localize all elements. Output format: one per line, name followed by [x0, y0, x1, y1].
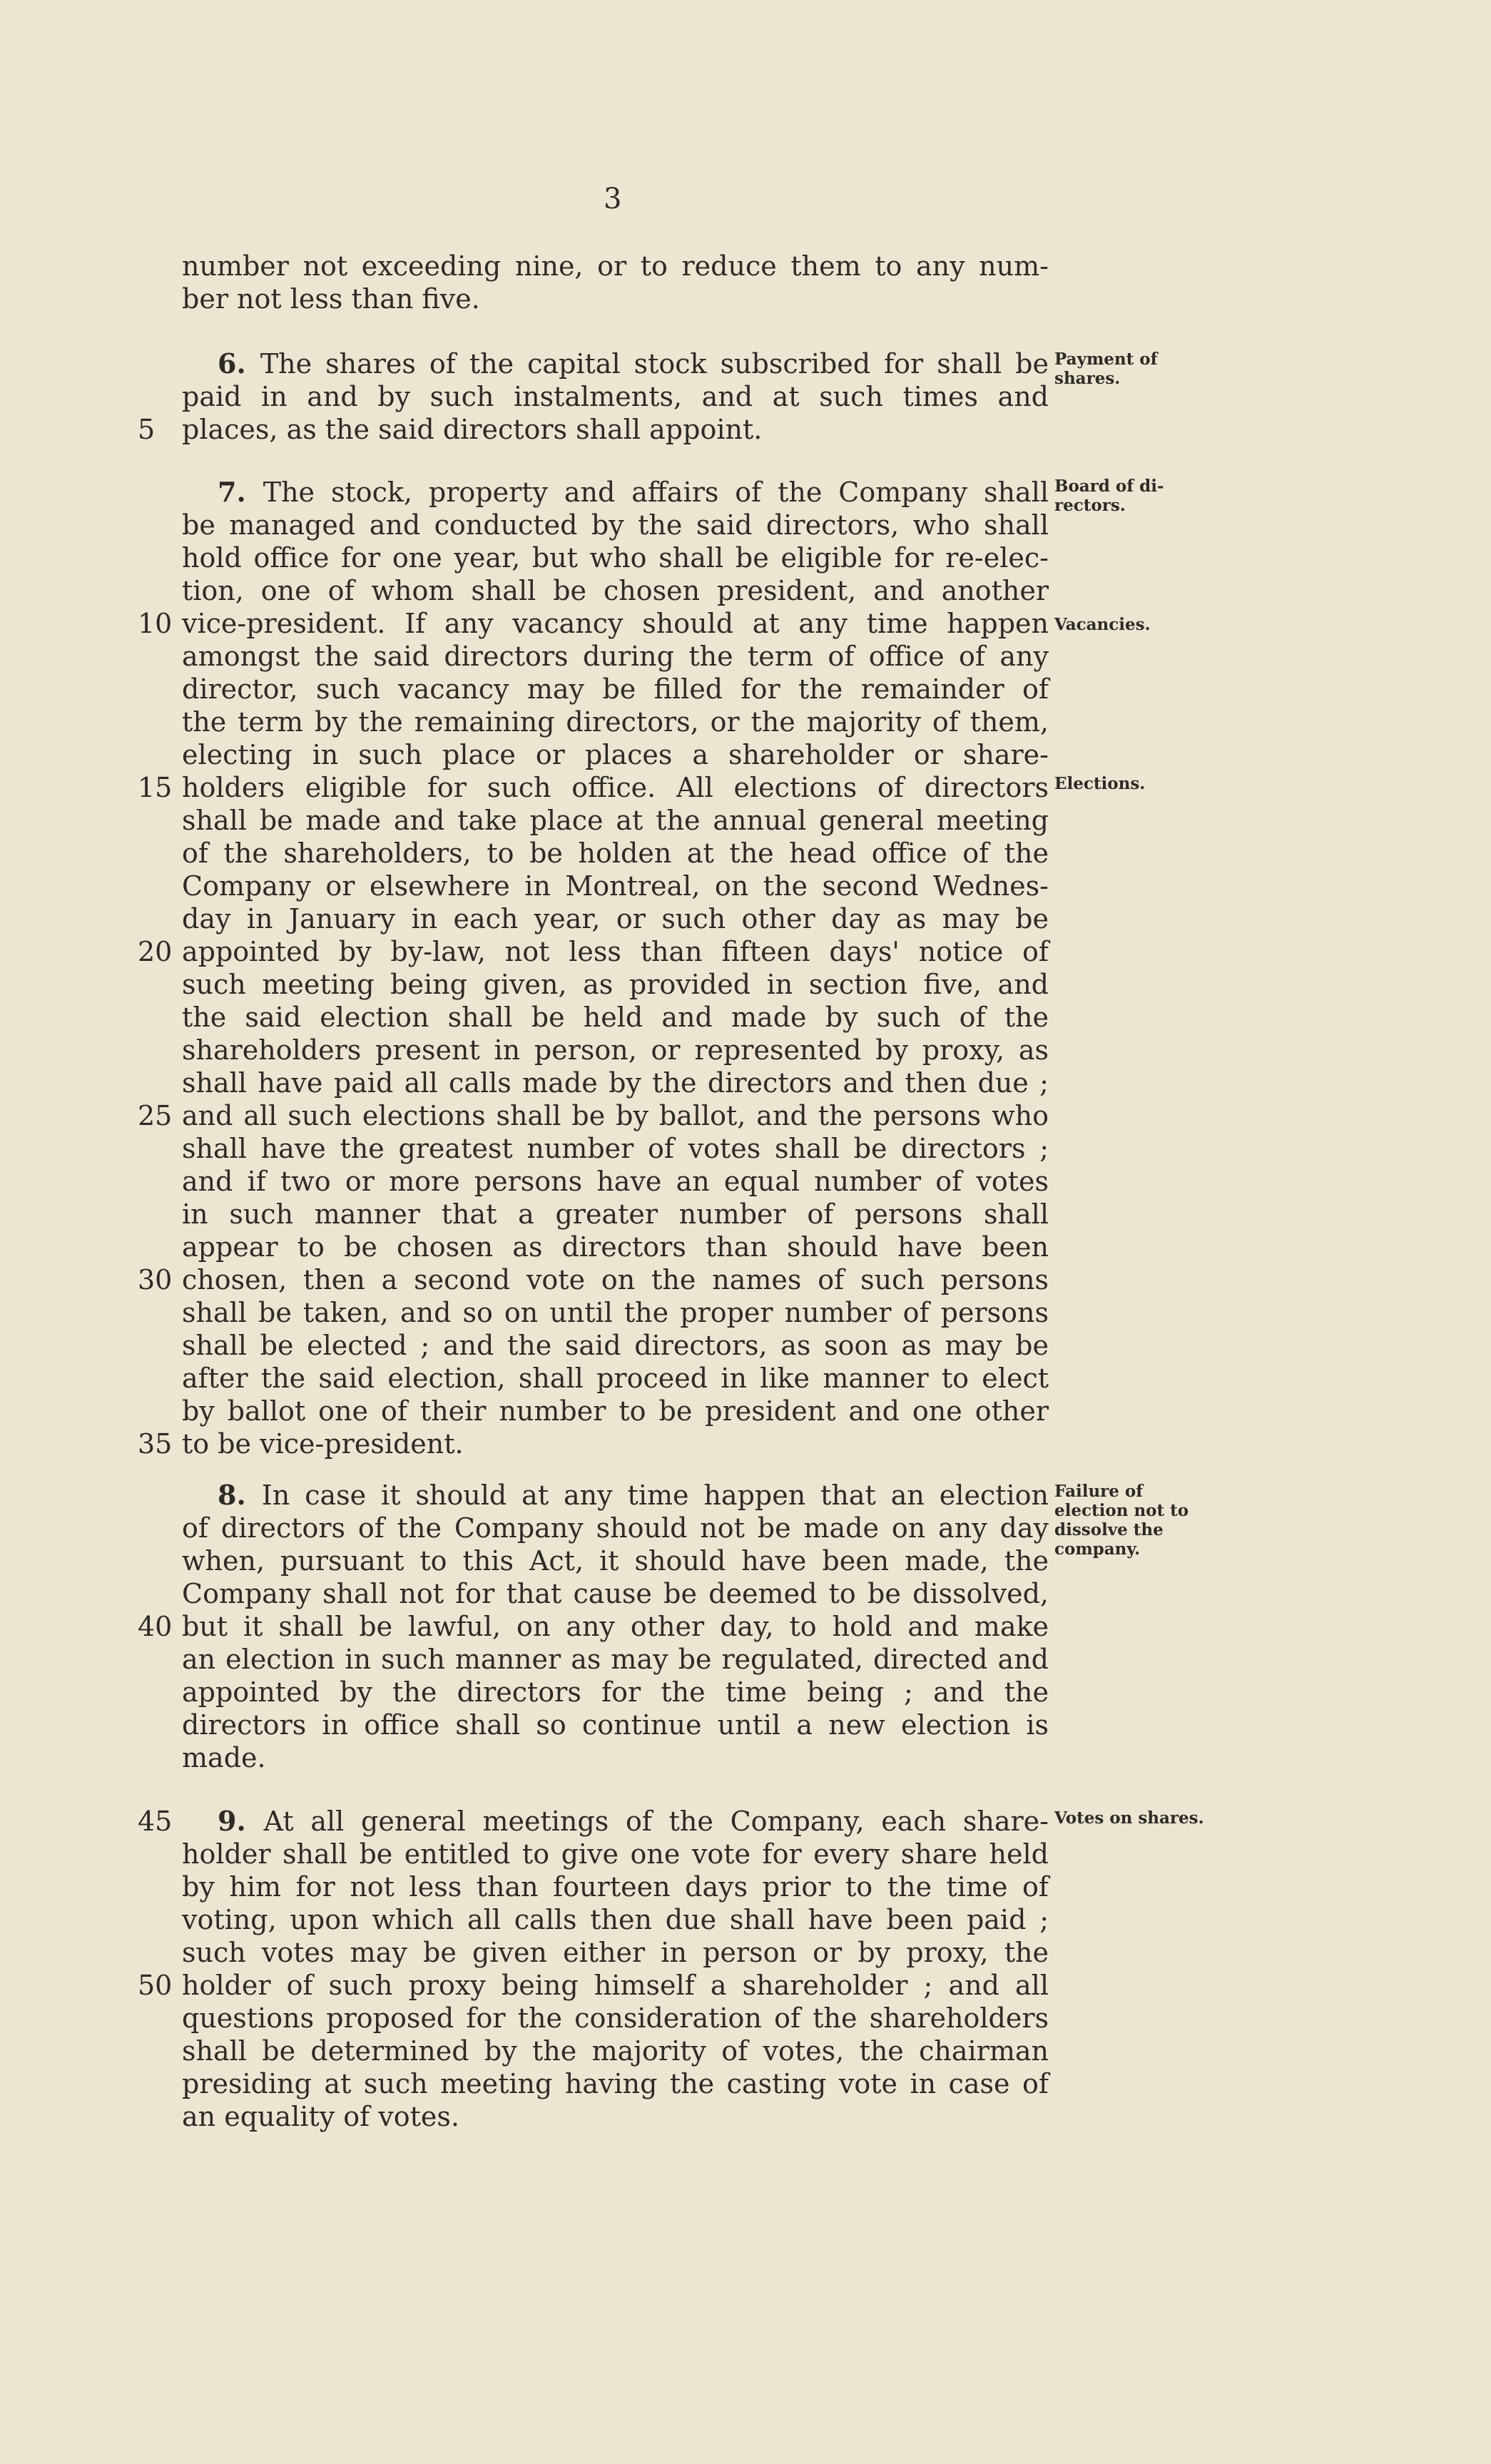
- text-line: [182, 380, 1049, 413]
- line-text: appointed by by-law, not less than fifteen days' notice of: [182, 936, 1049, 967]
- line-text: In case it should at any time happen that an election: [261, 1480, 1049, 1511]
- text-line: [182, 1231, 1049, 1263]
- line-text: and all such elections shall be by ballot, and the persons who: [182, 1100, 1049, 1131]
- line-text: hold office for one year, but who shall be eligible for re-elec-: [182, 542, 1049, 574]
- text-line: [182, 1512, 1049, 1544]
- text-line: [182, 574, 1049, 607]
- text-line: [182, 1362, 1049, 1395]
- text-line: [138, 607, 1049, 640]
- line-text: holder shall be entitled to give one vote for every share held: [182, 1838, 1049, 1870]
- line-text: by ballot one of their number to be president and one other: [182, 1395, 1049, 1427]
- line-text: in such manner that a greater number of persons shall: [182, 1198, 1049, 1230]
- text-line: [182, 1001, 1049, 1034]
- page-number: 3: [604, 183, 622, 215]
- text-line: [182, 2067, 1049, 2100]
- text-line: [182, 1034, 1049, 1066]
- section-number: 7.: [218, 476, 263, 508]
- text-line: [182, 1198, 1049, 1231]
- line-text: tion, one of whom shall be chosen president, and another: [182, 575, 1049, 606]
- line-text: Company shall not for that cause be deemed to be dissolved,: [182, 1578, 1049, 1609]
- line-text: by him for not less than fourteen days prior to the time of: [182, 1871, 1049, 1903]
- line-text: places, as the said directors shall appoint.: [182, 414, 763, 445]
- line-text: The shares of the capital stock subscribed for shall be: [260, 348, 1049, 380]
- text-line: [182, 347, 1049, 380]
- line-text: electing in such place or places a shareholder or share-: [182, 739, 1049, 770]
- text-line: [182, 2002, 1049, 2035]
- line-text: ber not less than five.: [182, 283, 480, 315]
- line-text: directors in office shall so continue until a new election is: [182, 1709, 1049, 1741]
- text-line: [182, 282, 1049, 315]
- text-line: [182, 837, 1049, 870]
- line-text: such votes may be given either in person or by proxy, the: [182, 1937, 1049, 1968]
- line-text: an election in such manner as may be regulated, directed and: [182, 1644, 1049, 1675]
- text-line: [182, 1329, 1049, 1362]
- section-number: 8.: [218, 1479, 262, 1511]
- line-text: be managed and conducted by the said directors, who shall: [182, 509, 1049, 541]
- line-number: 50: [138, 1970, 173, 2001]
- line-text: director, such vacancy may be filled for the remainder of: [182, 673, 1049, 705]
- text-line: [182, 1577, 1049, 1610]
- margin-note: Board of di-rectors.: [1054, 477, 1164, 515]
- text-line: [182, 902, 1049, 935]
- line-text: shall be elected ; and the said directors, as soon as may be: [182, 1330, 1049, 1361]
- text-line: [182, 509, 1049, 541]
- line-text: The stock, property and affairs of the Company shall: [263, 477, 1049, 508]
- line-text: of the shareholders, to be holden at the head office of the: [182, 838, 1049, 869]
- line-number: 15: [138, 772, 173, 803]
- line-text: voting, upon which all calls then due shall have been paid ;: [182, 1904, 1049, 1935]
- paragraph: [138, 347, 1049, 446]
- paragraph: [138, 1479, 1049, 1774]
- text-line: [182, 738, 1049, 771]
- line-number: 45: [138, 1806, 173, 1837]
- text-line: [182, 1903, 1049, 1936]
- paragraph: [138, 476, 1049, 1460]
- text-line: [138, 1610, 1049, 1643]
- line-text: shall have the greatest number of votes shall be directors ;: [182, 1133, 1049, 1164]
- line-text: and if two or more persons have an equal number of votes: [182, 1166, 1049, 1197]
- line-text: shareholders present in person, or represented by proxy, as: [182, 1034, 1049, 1066]
- line-text: holder of such proxy being himself a shareholder ; and all: [182, 1970, 1049, 2001]
- line-text: made.: [182, 1742, 266, 1773]
- line-text: day in January in each year, or such other day as may be: [182, 903, 1049, 935]
- line-number: 40: [138, 1611, 173, 1642]
- margin-note: Vacancies.: [1054, 615, 1151, 634]
- paragraph: [182, 250, 1049, 315]
- text-line: [182, 706, 1049, 738]
- text-line: [182, 804, 1049, 837]
- text-line: [182, 1479, 1049, 1512]
- text-line: [182, 1296, 1049, 1329]
- margin-note: Votes on shares.: [1054, 1808, 1204, 1828]
- line-text: amongst the said directors during the term of office of any: [182, 641, 1049, 672]
- text-line: [182, 2035, 1049, 2067]
- line-number: 30: [138, 1264, 173, 1295]
- line-text: but it shall be lawful, on any other day, to hold and make: [182, 1611, 1049, 1642]
- line-number: 5: [138, 414, 156, 445]
- text-line: [182, 1643, 1049, 1676]
- text-line: [182, 2100, 1049, 2133]
- text-line: [182, 250, 1049, 282]
- text-line: [138, 1427, 1049, 1460]
- section-number: 9.: [218, 1805, 264, 1837]
- text-line: [182, 640, 1049, 673]
- margin-note: Elections.: [1054, 774, 1146, 793]
- line-text: holders eligible for such office. All elections of directors: [182, 772, 1049, 803]
- text-line: [182, 870, 1049, 902]
- line-text: the said election shall be held and made by such of the: [182, 1002, 1049, 1033]
- line-text: presiding at such meeting having the casting vote in case of: [182, 2068, 1049, 2099]
- text-line: [182, 476, 1049, 509]
- line-text: questions proposed for the consideration of the shareholders: [182, 2002, 1049, 2034]
- text-line: [138, 935, 1049, 968]
- text-line: [182, 673, 1049, 706]
- text-line: [182, 1936, 1049, 1969]
- line-text: to be vice-president.: [182, 1428, 464, 1460]
- line-text: when, pursuant to this Act, it should have been made, the: [182, 1545, 1049, 1577]
- line-number: 25: [138, 1100, 173, 1131]
- text-line: [182, 1395, 1049, 1427]
- line-text: after the said election, shall proceed in like manner to elect: [182, 1363, 1049, 1394]
- text-line: [182, 1870, 1049, 1903]
- text-line: [182, 1165, 1049, 1198]
- line-number: 10: [138, 608, 173, 639]
- line-text: appear to be chosen as directors than should have been: [182, 1231, 1049, 1263]
- line-text: such meeting being given, as provided in section five, and: [182, 969, 1049, 1000]
- line-text: vice-president. If any vacancy should at any time happen: [182, 608, 1049, 639]
- margin-note: Payment of shares.: [1054, 350, 1158, 388]
- margin-note: Failure of election not to dissolve the company.: [1054, 1482, 1189, 1559]
- line-text: Company or elsewhere in Montreal, on the second Wednes-: [182, 870, 1049, 902]
- text-line: [182, 1066, 1049, 1099]
- line-text: paid in and by such instalments, and at such times and: [182, 381, 1049, 412]
- text-line: [138, 1805, 1049, 1838]
- line-text: number not exceeding nine, or to reduce them to any num-: [182, 250, 1049, 282]
- line-text: shall be determined by the majority of votes, the chairman: [182, 2035, 1049, 2067]
- text-line: [182, 541, 1049, 574]
- line-text: shall be taken, and so on until the proper number of persons: [182, 1297, 1049, 1328]
- text-line: [138, 413, 1049, 446]
- line-number: 20: [138, 936, 173, 967]
- line-text: an equality of votes.: [182, 2101, 459, 2132]
- line-text: chosen, then a second vote on the names of such persons: [182, 1264, 1049, 1295]
- paragraph: [138, 1805, 1049, 2133]
- line-text: shall be made and take place at the annual general meeting: [182, 805, 1049, 836]
- line-text: appointed by the directors for the time being ; and the: [182, 1676, 1049, 1708]
- text-line: [182, 1132, 1049, 1165]
- text-line: [182, 968, 1049, 1001]
- line-number: 35: [138, 1428, 173, 1460]
- text-line: [182, 1676, 1049, 1709]
- line-text: At all general meetings of the Company, each share-: [263, 1806, 1049, 1837]
- line-text: of directors of the Company should not be made on any day: [182, 1512, 1049, 1544]
- text-line: [138, 1263, 1049, 1296]
- section-number: 6.: [218, 347, 260, 380]
- text-line: [182, 1838, 1049, 1870]
- text-line: [182, 1709, 1049, 1741]
- line-text: the term by the remaining directors, or the majority of them,: [182, 706, 1049, 738]
- text-line: [182, 1544, 1049, 1577]
- text-line: [138, 1099, 1049, 1132]
- text-line: [182, 1741, 1049, 1774]
- line-text: shall have paid all calls made by the directors and then due ;: [182, 1067, 1049, 1099]
- text-line: [138, 771, 1049, 804]
- text-line: [138, 1969, 1049, 2002]
